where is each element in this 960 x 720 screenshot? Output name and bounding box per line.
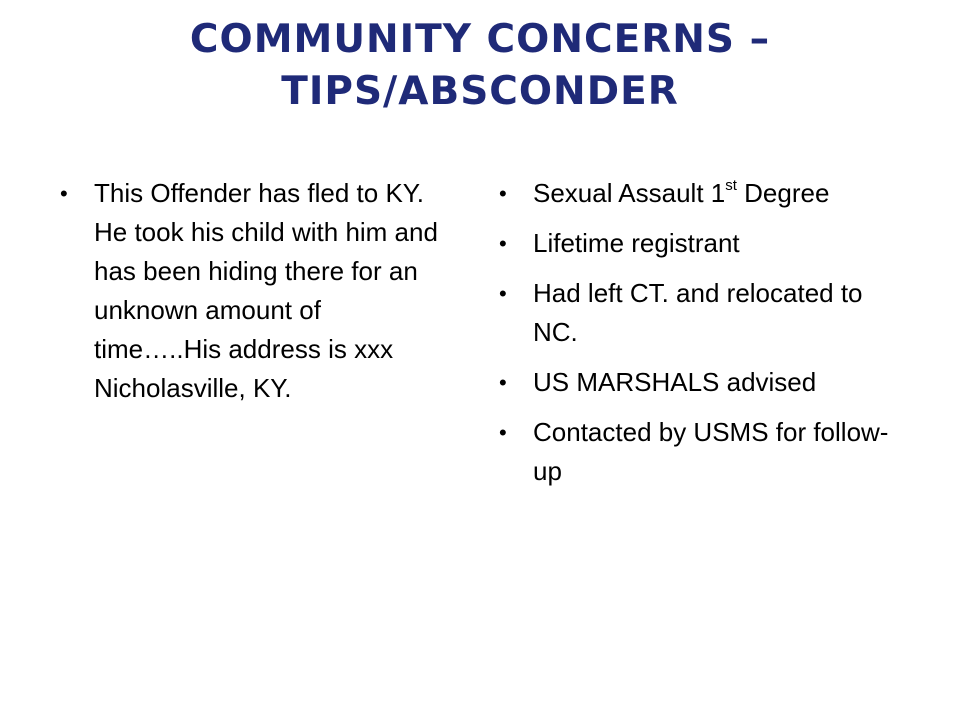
right-bullet-list [497,174,897,502]
list-item-text: US MARSHALS advised [533,367,817,397]
list-item [497,274,897,352]
list-item-text-main: Sexual Assault 1 [533,178,726,208]
list-item [58,174,448,408]
list-item-text: Contacted by USMS for follow-up [533,417,889,486]
list-item [497,174,897,213]
bullet-icon: • [60,181,68,206]
list-item [497,413,897,491]
list-item [497,224,897,263]
bullet-icon: • [499,420,507,445]
list-item-text: Lifetime registrant [533,228,740,258]
bullet-icon: • [499,231,507,256]
left-bullet-list [58,174,448,418]
list-item-text [533,178,829,208]
list-item-text: Had left CT. and relocated to NC. [533,278,863,347]
list-item [497,363,897,402]
bullet-icon: • [499,370,507,395]
ordinal-suffix: st [725,177,737,194]
slide-title [60,14,900,118]
list-item-text: This Offender has fled to KY. He took his child with him and has been hiding there for an unknown amount of time…..His address is xxx Nicholasville, KY. [94,178,438,403]
bullet-icon: • [499,281,507,306]
list-item-text-after: Degree [736,178,830,208]
title-line-2: TIPS/ABSCONDER [281,69,679,114]
bullet-icon: • [499,181,507,206]
title-line-1: COMMUNITY CONCERNS – [189,17,771,62]
